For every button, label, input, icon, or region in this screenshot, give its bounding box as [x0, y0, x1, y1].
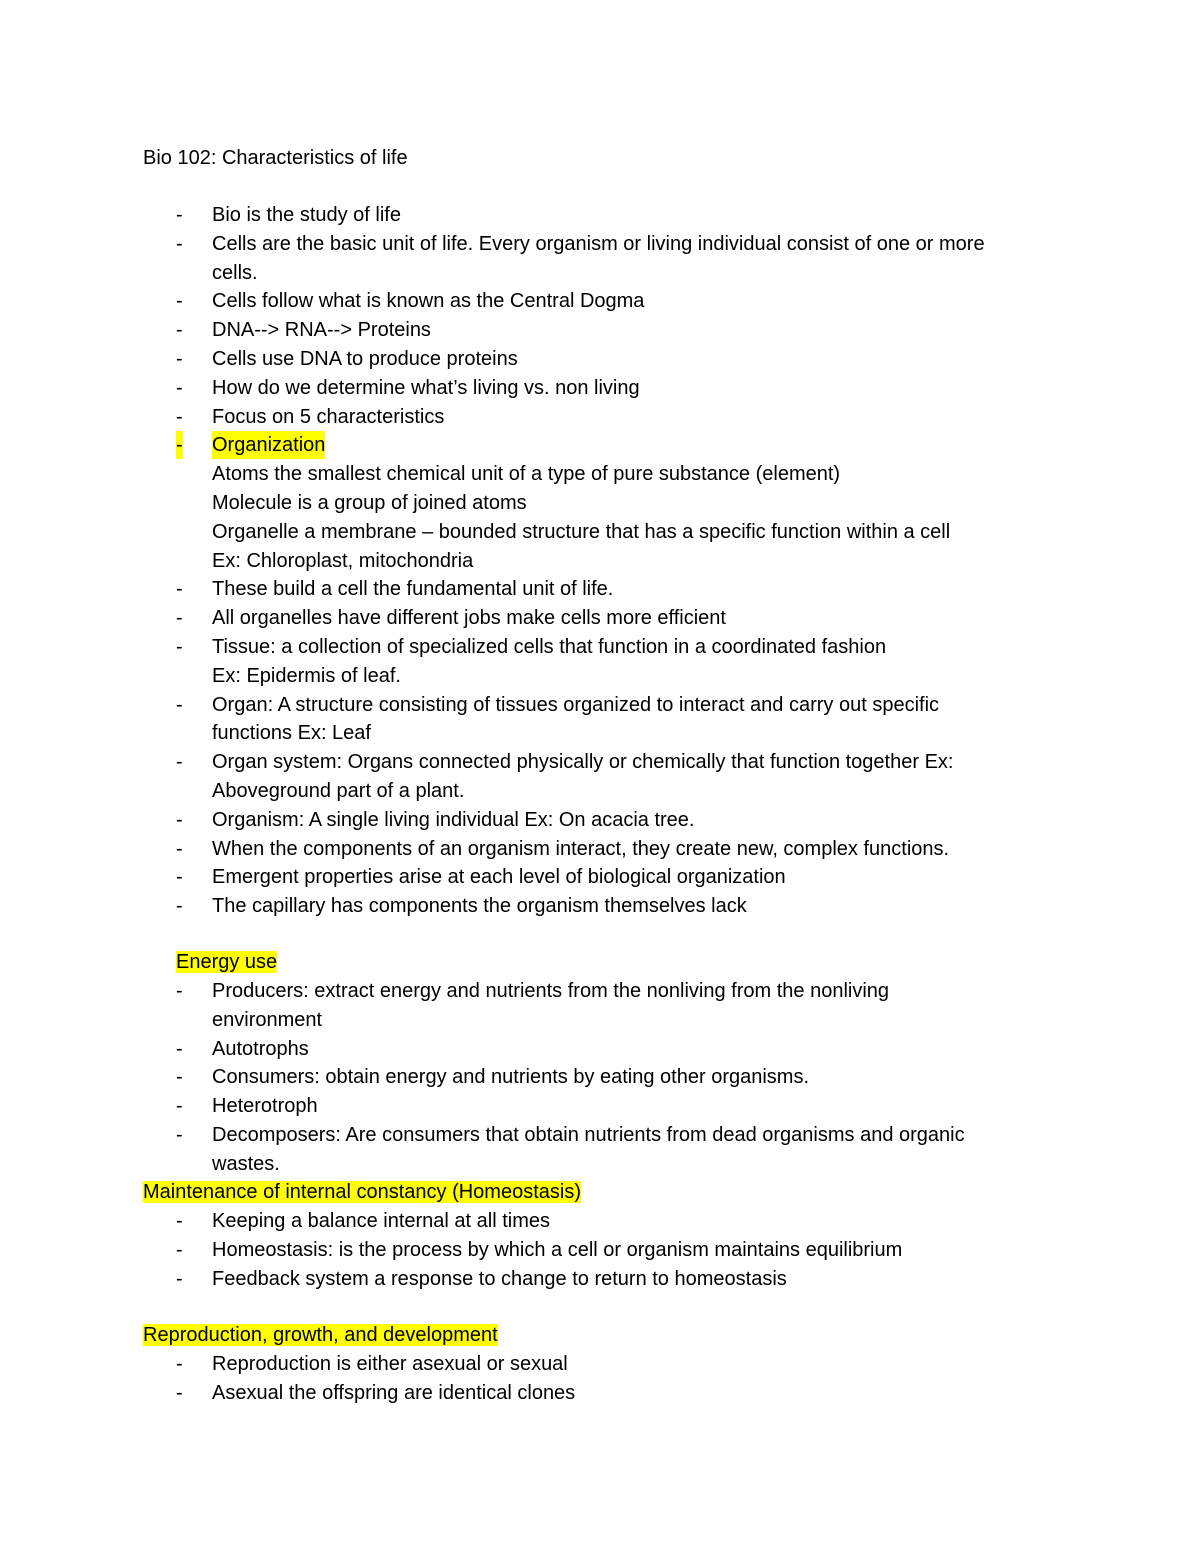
list-item-text: Organism: A single living individual Ex: On acacia tree. — [212, 808, 695, 831]
list-line — [0, 748, 1200, 776]
list-item-text: Organelle a membrane – bounded structure that has a specific function within a cell — [212, 520, 951, 543]
list-line — [0, 977, 1200, 1005]
bullet-dash: - — [176, 1353, 183, 1375]
bullet-dash: - — [176, 693, 183, 716]
list-item-text: Keeping a balance internal at all times — [212, 1210, 550, 1232]
list-item-text: Organ system: Organs connected physically or chemically that function together Ex: — [212, 751, 954, 774]
heading-reproduction — [143, 1321, 498, 1349]
list-item-text: Autotrophs — [212, 1037, 309, 1060]
bullet-dash: - — [176, 895, 183, 918]
bullet-dash: - — [176, 1066, 183, 1089]
bullet-dash: - — [176, 837, 183, 860]
bullet-dash: - — [176, 980, 183, 1002]
document-title: Bio 102: Characteristics of life — [143, 147, 408, 169]
list-line — [0, 518, 1200, 546]
heading-reproduction-text: Reproduction, growth, and development — [143, 1324, 498, 1346]
list-line — [0, 259, 1200, 287]
list-item-text: wastes. — [212, 1152, 280, 1175]
list-item-text: Ex: Epidermis of leaf. — [212, 664, 401, 687]
list-line — [0, 431, 1200, 459]
list-line — [0, 547, 1200, 575]
bullet-dash: - — [176, 1095, 183, 1118]
list-item-text: Cells use DNA to produce proteins — [212, 348, 518, 370]
list-line — [0, 1265, 1200, 1293]
list-line — [0, 230, 1200, 258]
list-item-text: Organization — [212, 431, 325, 459]
list-item-text: cells. — [212, 261, 258, 284]
list-item-text: Molecule is a group of joined atoms — [212, 492, 527, 514]
list-line — [0, 1063, 1200, 1091]
heading-maintenance — [143, 1178, 581, 1206]
list-item-text: Ex: Chloroplast, mitochondria — [212, 549, 474, 572]
bullet-dash: - — [176, 1124, 183, 1146]
list-line — [0, 719, 1200, 747]
list-item-text: Decomposers: Are consumers that obtain nutrients from dead organisms and organic — [212, 1124, 965, 1146]
list-item-text: Atoms the smallest chemical unit of a type of pure substance (element) — [212, 463, 841, 486]
bullet-dash: - — [176, 431, 183, 459]
bullet-dash: - — [176, 348, 183, 370]
list-line — [0, 1207, 1200, 1235]
bullet-dash: - — [176, 1381, 183, 1404]
list-item-text: DNA--> RNA--> Proteins — [212, 319, 431, 342]
list-line — [0, 201, 1200, 229]
bullet-dash: - — [176, 204, 183, 226]
bullet-dash: - — [176, 1267, 183, 1290]
list-line — [0, 1379, 1200, 1407]
bullet-dash: - — [176, 751, 183, 774]
list-line — [0, 460, 1200, 488]
bullet-dash: - — [176, 636, 183, 658]
bullet-dash: - — [176, 607, 183, 630]
bullet-dash: - — [176, 1238, 183, 1261]
list-item-text: Feedback system a response to change to return to homeostasis — [212, 1267, 787, 1290]
list-item-text: Organ: A structure consisting of tissues organized to interact and carry out specific — [212, 693, 940, 716]
list-line — [0, 403, 1200, 431]
list-item-text: Producers: extract energy and nutrients from the nonliving from the nonliving — [212, 980, 890, 1002]
bullet-dash: - — [176, 405, 183, 428]
list-line — [0, 1121, 1200, 1149]
list-item-text: functions Ex: Leaf — [212, 722, 371, 745]
bullet-dash: - — [176, 376, 183, 399]
list-item-text: Aboveground part of a plant. — [212, 780, 465, 802]
list-item-text: When the components of an organism interact, they create new, complex functions. — [212, 837, 950, 860]
list-line — [0, 835, 1200, 863]
list-item-text: Reproduction is either asexual or sexual — [212, 1353, 568, 1375]
list-line — [0, 662, 1200, 690]
list-item-text: These build a cell the fundamental unit of life. — [212, 578, 614, 601]
list-item-text: Cells are the basic unit of life. Every organism or living individual consist of one or more — [212, 232, 985, 255]
list-item-text: Emergent properties arise at each level of biological organization — [212, 866, 786, 889]
list-line — [0, 1035, 1200, 1063]
list-line — [0, 892, 1200, 920]
list-line — [0, 777, 1200, 805]
heading-energy-use-text: Energy use — [176, 951, 278, 973]
bullet-dash: - — [176, 1037, 183, 1060]
list-item-text: Tissue: a collection of specialized cells that function in a coordinated fashion — [212, 636, 887, 658]
list-item-text: Homeostasis: is the process by which a cell or organism maintains equilibrium — [212, 1238, 903, 1261]
list-line — [0, 374, 1200, 402]
bullet-dash: - — [176, 1210, 183, 1232]
list-line — [0, 489, 1200, 517]
list-line — [0, 806, 1200, 834]
list-line — [0, 633, 1200, 661]
list-item-text: environment — [212, 1008, 323, 1031]
bullet-dash: - — [176, 578, 183, 601]
list-item-text: Asexual the offspring are identical clones — [212, 1381, 576, 1404]
list-line — [0, 1236, 1200, 1264]
bullet-dash: - — [176, 290, 183, 313]
bullet-dash: - — [176, 232, 183, 255]
list-line — [0, 604, 1200, 632]
list-line — [0, 575, 1200, 603]
list-item-text: How do we determine what’s living vs. non living — [212, 376, 640, 399]
list-line — [0, 1006, 1200, 1034]
list-item-text: Cells follow what is known as the Central Dogma — [212, 290, 645, 313]
heading-energy-use — [176, 948, 277, 976]
list-line — [0, 691, 1200, 719]
list-line — [0, 287, 1200, 315]
list-item-text: All organelles have different jobs make cells more efficient — [212, 607, 726, 630]
list-item-text: Heterotroph — [212, 1095, 318, 1118]
list-line — [0, 1092, 1200, 1120]
bullet-dash: - — [176, 319, 183, 342]
list-item-text: Bio is the study of life — [212, 204, 401, 226]
bullet-dash: - — [176, 866, 183, 889]
heading-maintenance-text: Maintenance of internal constancy (Homeostasis) — [143, 1181, 581, 1203]
list-item-text: Focus on 5 characteristics — [212, 405, 445, 428]
list-line — [0, 1350, 1200, 1378]
list-item-text: Consumers: obtain energy and nutrients by eating other organisms. — [212, 1066, 810, 1089]
list-line — [0, 316, 1200, 344]
list-line — [0, 863, 1200, 891]
list-line — [0, 1150, 1200, 1178]
list-item-text: The capillary has components the organism themselves lack — [212, 895, 747, 918]
bullet-dash: - — [176, 808, 183, 831]
list-line — [0, 345, 1200, 373]
